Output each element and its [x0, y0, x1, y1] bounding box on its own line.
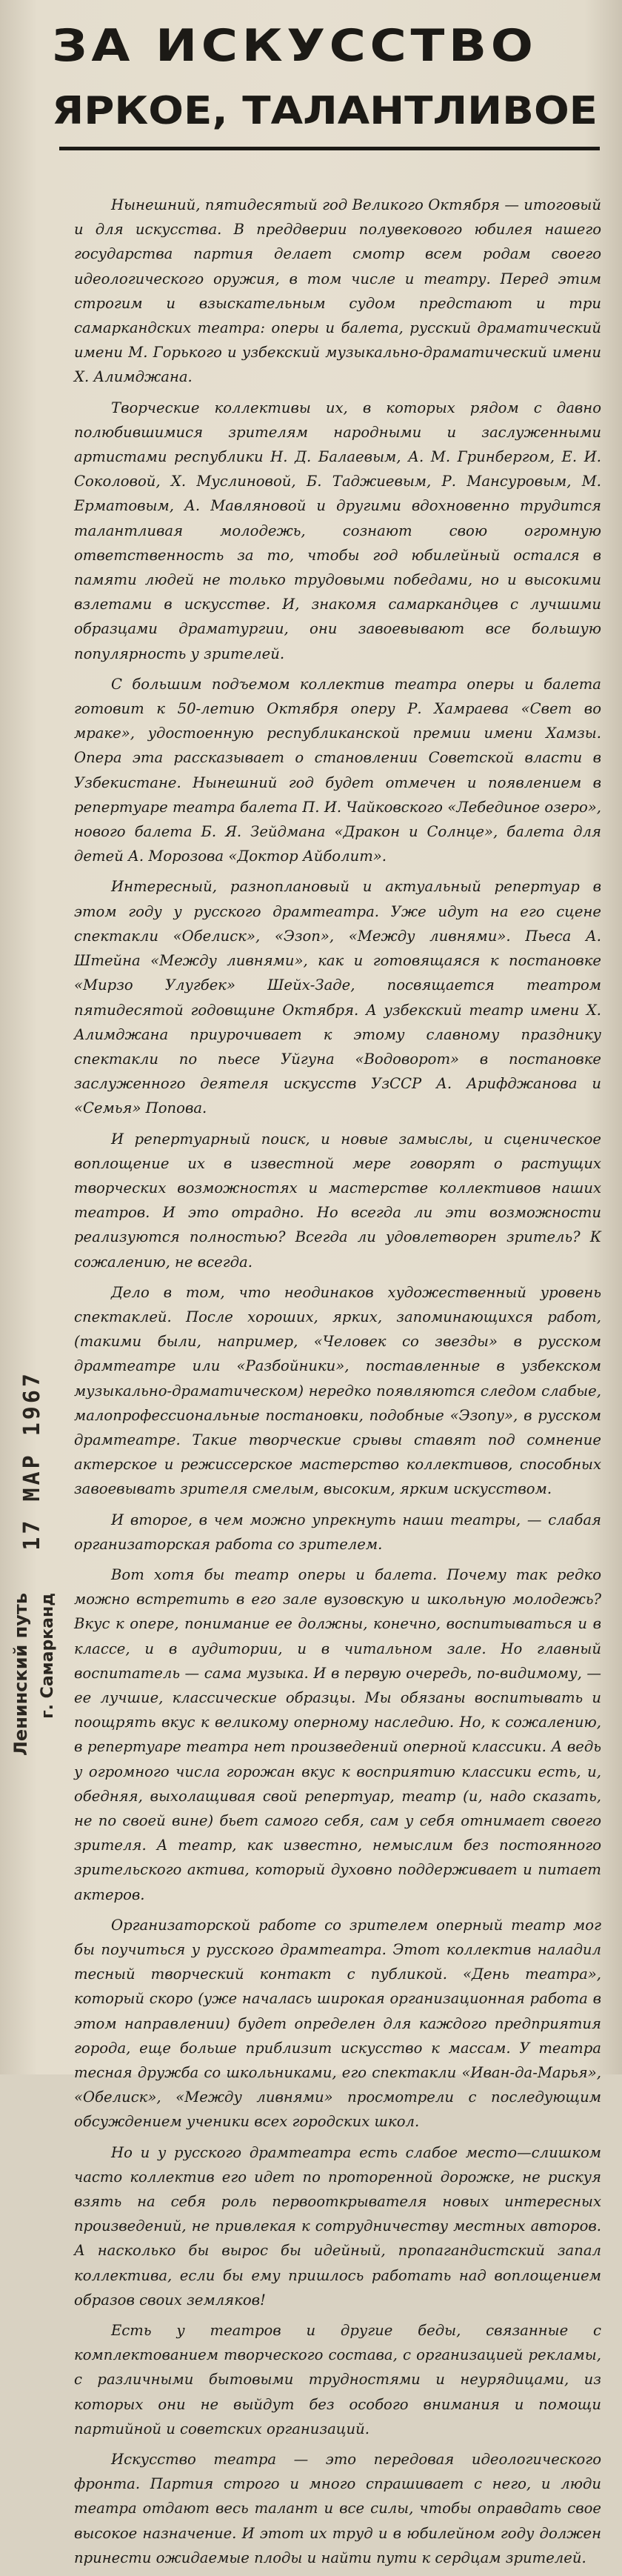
paragraph: И второе, в чем можно упрекнуть наши театры, — слабая организаторская работа со зрителем.	[74, 1511, 601, 1553]
stamp-date: 17 МАР 1967	[19, 1371, 45, 1551]
paragraph: Но и у русского драмтеатра есть слабое место—слишком часто коллектив его идет по проторенной дорожке, не рискуя взять на себя роль первооткрывателя новых интересных произведений, не привлекая к сотрудничеству местных авторов. А насколько бы вырос бы идейный, пропагандистский запал коллектива, если бы ему пришлось работать над воплощением образов своих земляков!	[74, 2143, 601, 2309]
paragraph: Творческие коллективы их, в которых рядом с давно полюбившимися зрителям народными и заслуженными артистами республики Н. Д. Балаевым, А. М. Гринбергом, Е. И. Соколовой, Х. Муслиновой, Б. Таджиевым, Р. Мансуровым, М. Ерматовым, А. Мавляновой и другими вдохновенно трудится талантливая молодежь, сознают свою огромную ответственность за то, чтобы год юбилейный остался в памяти людей не только трудовыми победами, но и высокими взлетами в искусстве. И, знакомя самаркандцев с лучшими образцами драматургии, они завоевывают все большую популярность у зрителей.	[74, 399, 601, 662]
archive-stamp	[6, 1371, 65, 1830]
masthead	[0, 0, 622, 136]
paragraph: Дело в том, что неодинаков художественный уровень спектаклей. После хороших, ярких, запоминающихся работ, (такими были, например, «Человек со звезды» в русском драмтеатре или «Разбойники», поставленные в узбекском музыкально-драматическом) нередко появляются следом слабые, малопрофессиональные постановки, подобные «Эзопу», в русском драмтеатре. Такие творческие срывы ставят под сомнение актерское и режиссерское мастерство коллективов, способных завоевывать зрителя смелым, высоким, ярким искусством.	[74, 1283, 601, 1498]
paragraph: И репертуарный поиск, и новые замыслы, и сценическое воплощение их в известной мере говорят о растущих творческих возможностях и мастерстве коллективов наших театров. И это отрадно. Но всегда ли эти возможности реализуются полностью? Всегда ли удовлетворен зритель? К сожалению, не всегда.	[74, 1130, 601, 1271]
rubric-headline: ЗА ИСКУССТВО	[52, 20, 538, 72]
paragraph: Есть у театров и другие беды, связанные с комплектованием творческого состава, с организацией рекламы, с различными бытовыми трудностями и неурядицами, из которых они не выйдут без особого внимания и помощи партийной и советских организаций.	[74, 2322, 601, 2437]
paragraph: Организаторской работе со зрителем оперный театр мог бы поучиться у русского драмтеатра. Этот коллектив наладил тесный творческий контакт с публикой. «День театра», который скоро (уже началась широкая организационная работа в этом направлении) будет определен для каждого предприятия города, еще больше приблизит искусство к массам. У театра тесная дружба со школьниками, его спектакли «Иван-да-Марья», «Обелиск», «Между ливнями» просмотрели с последующим обсуждением ученики всех городских школ.	[74, 1916, 601, 2131]
paragraph: Вот хотя бы театр оперы и балета. Почему так редко можно встретить в его зале вузовскую и школьную молодежь? Вкус к опере, понимание ее должны, конечно, воспитываться и в классе, и в аудитории, и в читальном зале. Но главный воспитатель — сама музыка. И в первую очередь, по-видимому, — ее лучшие, классические образцы. Мы обязаны воспитывать и поощрять вкус к великому оперному наследию. Но, к сожалению, в репертуаре театра нет произведений оперной классики. А ведь у огромного числа горожан вкус к восприятию классики есть, и, обедняя, выхолащивая свой репертуар, театр (и, надо сказать, не по своей вине) бьет самого себя, сам у себя отнимает своего зрителя. А театр, как известно, немыслим без постоянного зрительского актива, который духовно поддерживает и питает актеров.	[74, 1565, 601, 1903]
article-body	[74, 193, 601, 2576]
stamp-newspaper-name: Ленинский путь	[10, 1593, 31, 1757]
paragraph: Нынешний, пятидесятый год Великого Октября — итоговый и для искусства. В преддверии полувекового юбилея нашего государства партия делает смотр всем родам своего идеологического оружия, в том числе и театру. Перед этим строгим и взыскательным судом предстают и три самаркандских театра: оперы и балета, русский драматический имени М. Горького и узбекский музыкально-драматический имени Х. Алимджана.	[74, 196, 601, 386]
stamp-city: г. Самарканд	[39, 1593, 57, 1719]
article-title: ЯРКОЕ, ТАЛАНТЛИВОЕ	[52, 89, 598, 133]
paragraph: Искусство театра — это передовая идеологического фронта. Партия строго и много спрашивает с него, и люди театра отдают весь талант и все силы, чтобы оправдать свое высокое назначение. И этот их труд и в юбилейном году должен принести ожидаемые плоды и найти пути к сердцам зрителей.	[74, 2451, 601, 2566]
title-rule	[59, 147, 600, 150]
paragraph: С большим подъемом коллектив театра оперы и балета готовит к 50-летию Октября оперу Р. Хамраева «Свет во мраке», удостоенную республиканской премии имени Хамзы. Опера эта рассказывает о становлении Советской власти в Узбекистане. Нынешний год будет отмечен и появлением в репертуаре театра балета П. И. Чайковского «Лебединое озеро», нового балета Б. Я. Зейдмана «Дракон и Солнце», балета для детей А. Морозова «Доктор Айболит».	[74, 675, 601, 865]
paragraph: Интересный, разноплановый и актуальный репертуар в этом году у русского драмтеатра. Уже идут на его сцене спектакли «Обелиск», «Эзоп», «Между ливнями». Пьеса А. Штейна «Между ливнями», как и готовящаяся к постановке «Мирзо Улугбек» Шейх-Заде, посвящается театром пятидесятой годовщине Октября. А узбекский театр имени Х. Алимджана приурочивает к этому славному празднику спектакли по пьесе Уйгуна «Водоворот» в постановке заслуженного деятеля искусств УзССР А. Арифджанова и «Семья» Попова.	[74, 878, 601, 1117]
